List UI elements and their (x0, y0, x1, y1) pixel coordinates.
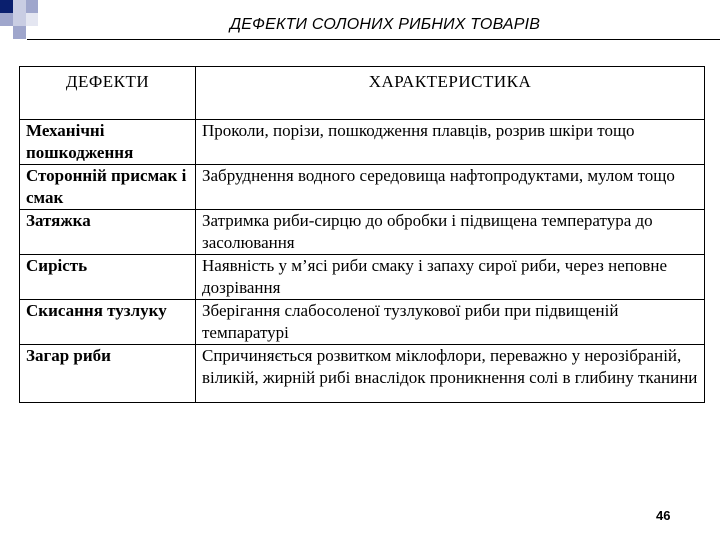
table-row (20, 300, 705, 345)
defect-name: Механічні пошкодження (20, 120, 196, 165)
defect-description: Проколи, порізи, пошкодження плавців, розрив шкіри тощо (196, 120, 705, 165)
defect-description: Наявність у м’ясі риби смаку і запаху сирої риби, через неповне дозрівання (196, 255, 705, 300)
defect-name: Скисання тузлуку (20, 300, 196, 345)
table-row (20, 210, 705, 255)
table-row (20, 165, 705, 210)
defect-description: Забруднення водного середовища нафтопродуктами, мулом тощо (196, 165, 705, 210)
corner-decoration (0, 0, 60, 40)
page-number: 46 (656, 508, 671, 523)
defect-name: Сторонній присмак і смак (20, 165, 196, 210)
defect-name: Загар риби (20, 345, 196, 403)
title-divider (27, 39, 720, 40)
table-row (20, 120, 705, 165)
defect-description: Зберігання слабосоленої тузлукової риби при підвищеній темпаратурі (196, 300, 705, 345)
defect-name: Затяжка (20, 210, 196, 255)
column-header-defects: ДЕФЕКТИ (20, 67, 196, 120)
defect-description: Затримка риби-сирцю до обробки і підвищена температура до засолювання (196, 210, 705, 255)
table-header-row (20, 67, 705, 120)
defect-description: Спричиняється розвитком міклофлори, переважно у нерозібраній, віликій, жирній рибі внаслідок проникнення солі в глибину тканини (196, 345, 705, 403)
table-row (20, 345, 705, 403)
page-title: ДЕФЕКТИ СОЛОНИХ РИБНИХ ТОВАРІВ (229, 16, 541, 33)
defects-table (19, 66, 705, 403)
defect-name: Сирість (20, 255, 196, 300)
column-header-characteristic: ХАРАКТЕРИСТИКА (196, 67, 705, 120)
table-row (20, 255, 705, 300)
